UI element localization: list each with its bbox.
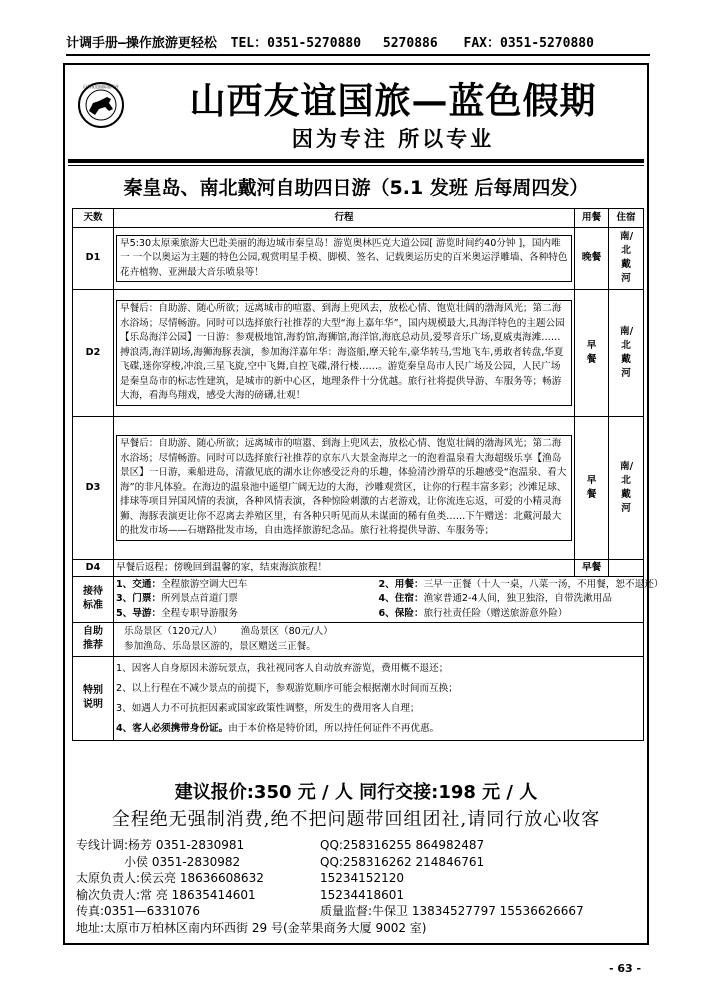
day-row-4 [73, 560, 644, 577]
note-item [116, 719, 641, 739]
standard-key: 住宿： [394, 593, 424, 605]
contact-left: 小侯 0351-2830982 [76, 854, 241, 869]
optional-line-1 [116, 625, 641, 640]
standard-val: 全程旅游空调大巴车 [161, 578, 248, 590]
title-divider [68, 159, 644, 163]
standard-key: 交通： [132, 578, 162, 590]
day-row-3 [73, 417, 644, 560]
itinerary-table [72, 208, 664, 741]
day-text-box: 早餐后：自助游、随心所欲；远离城市的喧嚣、到海上兜风去，放松心情、饱览壮阔的渤海风光；第二海水浴场；尽情畅游。同时可以选择旅行社推荐的大型“海上嘉年华”，国内规模最大,具海洋特色的主题公园【乐岛海洋公园】一日游：参观极地馆,海豹馆,海狮馆,海洋馆,海底总动员,爱琴音乐广场,夏威夷海滩……搏浪湾,海洋剧场,海狮海豚表演，参加海洋嘉年华：海盗船,摩天轮车,豪华转马,雪地飞车,勇敢者转盘,华夏飞碟,迷你穿梭,冲浪,三星飞旋,空中飞舞,自控飞碟,滑行楼……。游览秦皇岛市人民广场及公园，人民广场是秦皇岛市的标志性建筑，是城市的新中心区，地理条件十分优越。旅行社将提供导游、车服务等；畅游大海，看海鸟翔戏，感受大海的磅礴,壮观！ [116, 300, 572, 406]
note-item: 3、如遇人力不可抗拒因素或国家政策性调整，所发生的费用客人自理； [116, 702, 420, 714]
address: 地址:太原市万柏林区南内环西街 29 号(金苹果商务大厦 9002 室) [76, 920, 427, 935]
contact-row [76, 837, 636, 854]
company-title: 山西友谊国旅—蓝色假期 [189, 80, 597, 122]
day-label: D4 [73, 560, 114, 577]
standards-grid [116, 578, 664, 622]
page-number: - 63 - [609, 962, 642, 975]
day-text-box: 早5:30太原乘旅游大巴赴美丽的海边城市秦皇岛！游览奥林匹克大道公园[ 游览时间约40分钟 ]，国内唯一 一个以奥运为主题的特色公园,观赏明星手模、脚模、签名、记载奥运历史的百米奥运浮雕墙、各种特色花卉植物、亚洲最大音乐喷泉等！ [116, 235, 572, 283]
standards-label-cell [73, 577, 114, 623]
standard-val: 三早一正餐（十人一桌，八菜一汤，不用餐，恕不退还） [423, 578, 664, 590]
standard-item [379, 592, 642, 607]
standard-key: 用餐： [394, 578, 424, 590]
contact-block [76, 837, 636, 936]
standard-item [116, 592, 379, 607]
tel-1: 0351-5270880 [267, 36, 362, 51]
tour-title: 秦皇岛、南北戴河自助四日游（5.1 发班 后每周四发） [123, 177, 589, 199]
optional-label-cell [73, 623, 114, 657]
header-stay: 住宿 [609, 209, 644, 228]
table-header-row [73, 209, 644, 228]
day-meal: 早餐 [575, 560, 609, 577]
notes-content [114, 657, 644, 741]
day-label: D3 [73, 417, 114, 560]
standards-row [73, 577, 644, 623]
day-stay-cell [609, 290, 644, 417]
standard-item [116, 607, 379, 622]
optional-content [114, 623, 644, 657]
contact-left: 太原负责人:侯云亮 18636608632 [76, 871, 264, 885]
notes-row [73, 657, 644, 741]
standard-no: 1、 [116, 578, 133, 590]
title-divider-thin [68, 165, 644, 166]
day-meal-cell [575, 417, 609, 560]
company-slogan: 因为专注 所以专业 [291, 126, 495, 151]
standard-no: 4、 [378, 593, 395, 605]
notes-label: 特别说明 [83, 685, 103, 711]
standard-val: 旅行社责任险（赠送旅游意外险） [423, 607, 568, 619]
day-meal: 早餐 [586, 474, 597, 500]
standard-no: 5、 [116, 607, 133, 619]
optional-ledao: 乐岛景区（120元/人） [124, 625, 223, 637]
day-stay-cell [609, 228, 644, 290]
standard-val: 所列景点首道门票 [161, 593, 238, 605]
standard-no: 6、 [378, 607, 395, 619]
day-text [114, 228, 575, 290]
contact-right: 15234418601 [320, 887, 404, 902]
contact-right: 15234152120 [320, 871, 404, 885]
contact-right: QQ:258316262 214846761 [320, 854, 485, 869]
day-text [114, 417, 575, 560]
contact-row [76, 854, 636, 871]
day-meal-cell [575, 290, 609, 417]
standards-content [114, 577, 664, 623]
note-item-rest: 由于本价格是特价团，所以持任何证件不再优惠。 [228, 722, 440, 734]
contact-row [76, 870, 636, 887]
promise-line: 全程绝无强制消费,绝不把问题带回组团社,请同行放心收客 [111, 809, 601, 830]
note-item: 2、以上行程在不减少景点的前提下，参观游览顺序可能会根据潮水时间而互换； [116, 682, 458, 694]
contact-right: 质量监督:牛保卫 13834527797 15536626667 [320, 904, 584, 918]
price-line: 建议报价:350 元 / 人 同行交接:198 元 / 人 [174, 782, 538, 803]
day-meal: 早餐 [586, 339, 597, 365]
optional-line-2: 参加渔岛、乐岛景区游的，景区赠送三正餐。 [124, 640, 316, 652]
standard-val: 渔家普通2-4人间，独卫独浴，自带洗漱用品 [423, 593, 612, 605]
header-itinerary: 行程 [114, 209, 575, 228]
contact-row [76, 887, 636, 904]
fax-label: FAX： [463, 36, 500, 51]
standard-item [379, 607, 642, 622]
contact-right: QQ:258316255 864982487 [320, 838, 485, 852]
page-header [66, 34, 650, 56]
optional-row [73, 623, 644, 657]
standard-no: 3、 [116, 593, 133, 605]
tel-2: 5270886 [382, 36, 438, 51]
day-stay [609, 560, 644, 577]
notes-label-cell [73, 657, 114, 741]
day-row-1 [73, 228, 644, 290]
day-stay: 南/北戴河 [620, 325, 634, 379]
day-stay: 南/北戴河 [620, 231, 634, 285]
contact-left: 专线计调:杨芳 0351-2830981 [76, 838, 245, 852]
logo-seal-text: 山西友谊国际旅行社 [83, 84, 119, 89]
note-item: 1、因客人自身原因未游玩景点，我社视同客人自动放弃游览，费用概不退还； [116, 662, 449, 674]
company-logo [77, 81, 125, 129]
day-meal: 晚餐 [575, 228, 609, 290]
day-text [114, 290, 575, 417]
optional-yudao: 渔岛景区（80元/人） [240, 625, 333, 637]
fax: 0351-5270880 [500, 36, 594, 51]
header-meal: 用餐 [575, 209, 609, 228]
standard-item [378, 578, 664, 593]
day-label: D1 [73, 228, 114, 290]
day-text: 早餐后返程；傍晚回到温馨的家，结束海滨旅程！ [114, 560, 575, 577]
brand-text: 计调手册—操作旅游更轻松 [66, 36, 217, 51]
note-item-bold: 4、客人必须携带身份证。 [116, 722, 229, 734]
day-stay: 南/北戴河 [620, 460, 634, 514]
standard-key: 导游： [132, 607, 162, 619]
standards-label: 接待标准 [83, 586, 103, 612]
contact-left: 榆次负责人:常 亮 18635414601 [76, 887, 256, 902]
address-row [76, 920, 636, 937]
standard-no: 2、 [378, 578, 395, 590]
standard-key: 保险： [394, 607, 424, 619]
flyer-frame [63, 63, 664, 945]
tel-label: TEL： [230, 36, 268, 51]
optional-label: 自助推荐 [83, 626, 103, 652]
standard-item [116, 578, 379, 593]
standard-key: 门票： [132, 593, 162, 605]
day-row-2 [73, 290, 644, 417]
day-label: D2 [73, 290, 114, 417]
contact-left: 传真:0351—6331076 [76, 904, 201, 918]
contact-row [76, 903, 636, 920]
day-stay-cell [609, 417, 644, 560]
standard-val: 全程专职导游服务 [161, 607, 238, 619]
day-text-box: 早餐后：自助游、随心所欲；远离城市的喧嚣、到海上兜风去，放松心情、饱览壮阔的渤海风光；第二海水浴场；尽情畅游。同时可以选择旅行社推荐的京东八大景金海岸之一的泡着温泉看大海超级乐享【渔岛景区】一日游，乘船进岛，清澈见底的湖水让你感受泛舟的乐趣，体验清沙滑草的乐趣感受“泡温泉、看大海”的非凡体验。在海边的温泉池中遥望广阔无边的大海，沙雕观赏区，让你的行程丰富多彩；沙滩足球、排球等项目异国风情的表演，各种风情表演，各种惊险刺激的古老游戏，让你流连忘返，可爱的小精灵海狮、海豚表演更让你不忍离去养殖区里，有各种只听见而从未谋面的稀有鱼类……下午赠送：北戴河最大的批发市场——石塘路批发市场，自由选择旅游纪念品。旅行社将提供导游、车服务等； [116, 435, 572, 541]
header-day: 天数 [73, 209, 114, 228]
